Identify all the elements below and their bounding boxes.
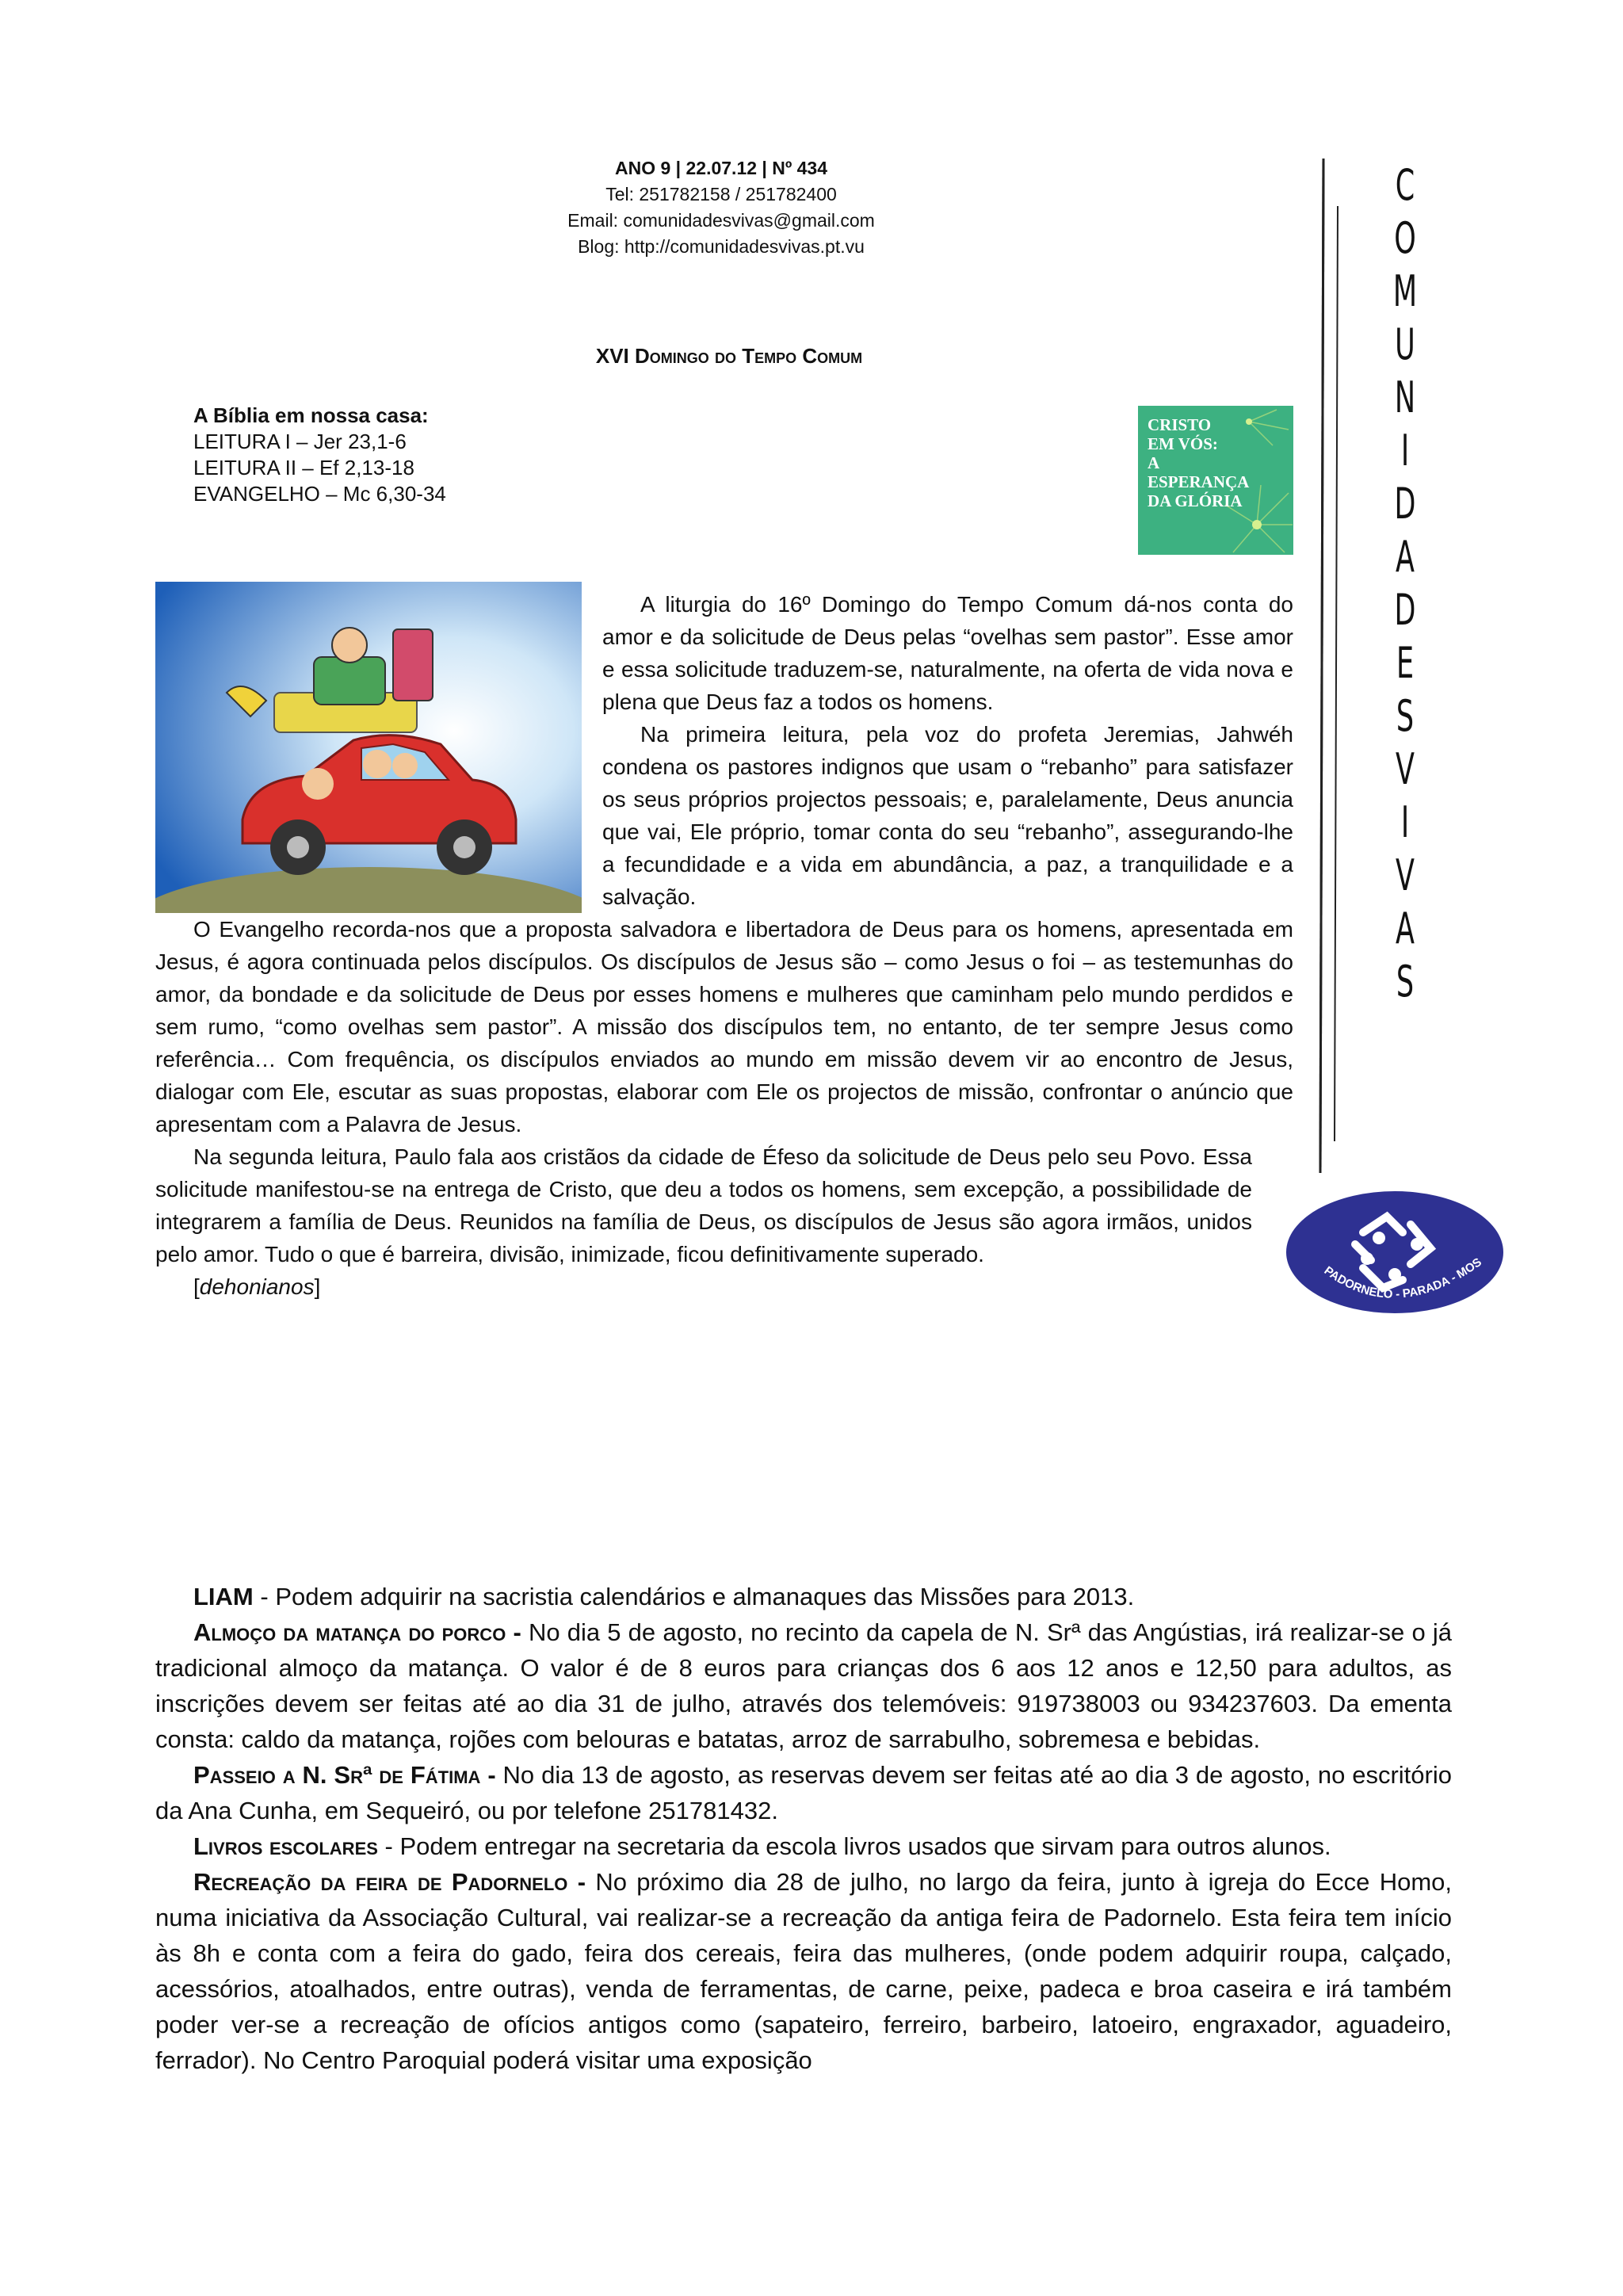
logo-caption: PADORNELO - PARADA - MOS xyxy=(1321,1255,1484,1301)
notice-text: - Podem entregar na secretaria da escola livros usados que sirvam para outros alunos. xyxy=(377,1832,1331,1860)
article-source: [dehonianos] xyxy=(193,1274,321,1299)
cristo-line: A xyxy=(1148,453,1160,472)
article-paragraph-3: O Evangelho recorda-nos que a proposta salvadora e libertadora de Deus para os homens, apresentada em Jesus, é agora continuada pelos discípulos. Os discípulos de Jesus são – como Jesus o foi – as testemunhas do amor, da bondade e da solicitude de Deus por esses homens e mulheres que caminham pelo mundo perdidos e sem rumo, “como ovelhas sem pastor”. A missão dos discípulos tem, no entanto, de ter sempre Jesus como referência… Com frequência, os discípulos enviados ao mundo em missão devem vir ao encontro de Jesus, dialogar com Ele, escutar as suas propostas, elaborar com Ele os projectos de missão, confrontar o anúncio que apresentam com a Palavra de Jesus. xyxy=(155,917,1293,1137)
banner-letter: V xyxy=(1396,850,1415,900)
source-name: dehonianos xyxy=(199,1274,315,1299)
masthead xyxy=(523,155,919,260)
article-paragraph-2: Na primeira leitura, pela voz do profeta Jeremias, Jahwéh condena os pastores indignos que usam o “rebanho” para satisfazer os seus próprios projectos pessoais; e, paralelamente, Deus anuncia que vai, Ele próprio, tomar conta do seu “rebanho”, assegurando-lhe a fecundidade e a vida em abundância, a paz, a tranquilidade e a salvação. xyxy=(602,722,1293,909)
notice-label: Livros escolares xyxy=(193,1832,378,1860)
article-paragraph-4: Na segunda leitura, Paulo fala aos cristãos da cidade de Éfeso da solicitude de Deus pelo seu Povo. Essa solicitude manifestou-se na entrega de Cristo, que deu a todos os homens, sem excepção, a possibilidade de integrarem a família de Deus. Reunidos na família de Deus, os discípulos de Jesus são agora irmãos, unidos pelo amor. Tudo o que é barreira, divisão, inimizade, ficou definitivamente superado. xyxy=(155,1144,1252,1266)
notice-item xyxy=(155,1828,1452,1864)
banner-letter: I xyxy=(1400,797,1410,847)
bible-heading: A Bíblia em nossa casa: xyxy=(193,403,429,427)
parish-logo xyxy=(1284,1189,1506,1316)
cristo-em-vos-text xyxy=(1148,415,1249,510)
banner-letter: O xyxy=(1394,213,1416,263)
notice-item xyxy=(155,1579,1452,1614)
notice-label: Recreação da feira de Padornelo - xyxy=(193,1868,586,1896)
notice-text: No próximo dia 28 de julho, no largo da feira, junto à igreja do Ecce Homo, numa iniciativa da Associação Cultural, vai realizar-se a recreação da antiga feira de Padornelo. Esta feira tem início às 8h e conta com a feira do gado, feira dos cereais, feira das mulheres, (onde podem adquirir roupa, calçado, acessórios, atoalhados, entre outras), venda de ferramentas, de carne, peixe, padeca e broa caseira e irá também poder ver-se a recreação de ofícios antigos como (sapateiro, ferreiro, barbeiro, latoeiro, engraxador, aguadeiro, ferrador). No Centro Paroquial poderá visitar uma exposição xyxy=(155,1868,1452,2074)
notice-text: - Podem adquirir na sacristia calendários e almanaques das Missões para 2013. xyxy=(253,1583,1135,1610)
banner-rule-lines xyxy=(1300,159,1379,1181)
banner-letter: M xyxy=(1392,266,1418,316)
reading-3: EVANGELHO – Mc 6,30-34 xyxy=(193,482,446,506)
comunidades-vivas-vertical-title xyxy=(1377,159,1433,1008)
banner-letter: S xyxy=(1396,957,1415,1007)
cristo-line: CRISTO xyxy=(1148,415,1212,434)
blog-line: Blog: http://comunidadesvivas.pt.vu xyxy=(578,236,865,257)
article-body xyxy=(155,588,1293,1303)
notice-item xyxy=(155,1864,1452,2078)
bible-readings xyxy=(193,403,446,507)
issue-line: ANO 9 | 22.07.12 | Nº 434 xyxy=(614,158,828,178)
cristo-em-vos-image xyxy=(1138,406,1293,555)
cristo-line: DA GLÓRIA xyxy=(1148,491,1243,510)
cristo-line: EM VÓS: xyxy=(1148,434,1218,453)
banner-letter: D xyxy=(1394,479,1416,529)
article-paragraph-1: A liturgia do 16º Domingo do Tempo Comum dá-nos conta do amor e da solicitude de Deus pelas “ovelhas sem pastor”. Esse amor e essa solicitude traduzem-se, naturalmente, na oferta de vida nova e plena que Deus faz a todos os homens. xyxy=(602,592,1293,714)
notice-label: Passeio a N. Srª de Fátima - xyxy=(193,1761,496,1789)
notices-section xyxy=(155,1579,1452,2078)
banner-letter: D xyxy=(1394,585,1416,635)
notice-item xyxy=(155,1757,1452,1828)
banner-letter: I xyxy=(1400,426,1410,476)
banner-letter: E xyxy=(1396,638,1415,688)
banner-letter: U xyxy=(1395,319,1415,369)
notice-text: No dia 5 de agosto, no recinto da capela de N. Srª das Angústias, irá realizar-se o já tradicional almoço da matança. O valor é de 8 euros para crianças dos 6 aos 12 anos e 12,50 para adultos, as inscrições devem ser feitas até ao dia 31 de julho, através dos telemóveis: 919738003 ou 934237603. Da ementa consta: caldo da matança, rojões com belouras e batatas, arroz de sarrabulho, sobremesa e bebidas. xyxy=(155,1618,1452,1753)
notice-label: LIAM xyxy=(193,1583,254,1610)
image-spacer xyxy=(155,588,602,911)
banner-letter: V xyxy=(1396,744,1415,794)
phone-line: Tel: 251782158 / 251782400 xyxy=(605,184,837,204)
sunday-title: XVI Domingo do Tempo Comum xyxy=(595,344,863,368)
notice-item xyxy=(155,1614,1452,1757)
banner-letter: S xyxy=(1396,691,1415,741)
reading-1: LEITURA I – Jer 23,1-6 xyxy=(193,430,407,453)
reading-2: LEITURA II – Ef 2,13-18 xyxy=(193,456,414,479)
notice-label: Almoço da matança do porco - xyxy=(193,1618,521,1646)
email-line: Email: comunidadesvivas@gmail.com xyxy=(567,210,875,231)
cristo-line: ESPERANÇA xyxy=(1148,472,1250,491)
notice-text: No dia 13 de agosto, as reservas devem ser feitas até ao dia 3 de agosto, no escritório da Ana Cunha, em Sequeiró, ou por telefone 251781432. xyxy=(155,1761,1452,1824)
banner-letter: N xyxy=(1394,372,1416,422)
banner-letter: C xyxy=(1395,160,1415,210)
banner-letter: A xyxy=(1396,532,1415,582)
banner-letter: A xyxy=(1396,904,1415,953)
